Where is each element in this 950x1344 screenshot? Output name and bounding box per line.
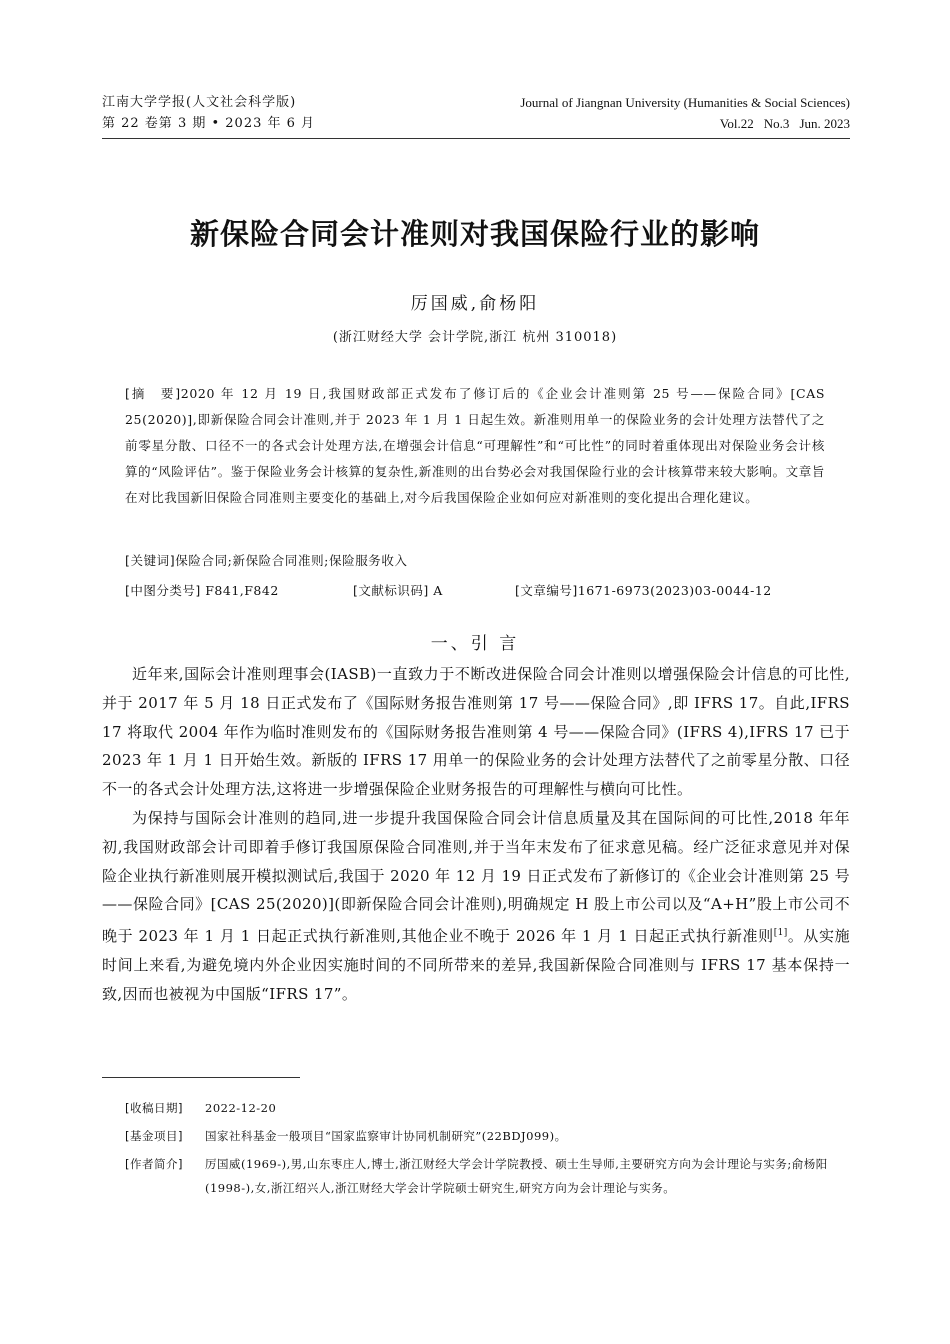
body-text	[102, 660, 850, 1009]
abstract	[125, 381, 825, 511]
issue-info-cn: 第 22 卷第 3 期 • 2023 年 6 月	[102, 116, 316, 131]
issue-date: Jun. 2023	[799, 116, 850, 131]
footnote-fund	[125, 1124, 850, 1148]
received-date: 2022-12-20	[205, 1101, 277, 1115]
footnote-author	[125, 1152, 850, 1200]
volume-info	[520, 113, 850, 134]
keywords-label: [关键词]	[125, 553, 176, 568]
citation-ref[interactable]: [1]	[773, 928, 788, 939]
footnote-rule	[102, 1077, 300, 1078]
running-header-right	[520, 92, 850, 134]
running-header-left	[102, 92, 315, 134]
paragraph-part: 为保持与国际会计准则的趋同,进一步提升我国保险合同会计信息质量及其在国际间的可比性,2018 年年初,我国财政部会计司即着手修订我国原保险合同准则,并于当年末发布了征求意见稿。经广泛征求意见并对保险企业执行新准则展开模拟测试后,我国于 2020 年 12 月 19 日正式发布了新修订的《企业会计准则第 25 号——保险合同》[CAS 25(2020)](即新保险合同会计准则),明确规定 H 股上市公司以及“A+H”股上市公司不晚于 2023 年 1 月 1 日起正式执行新准则,其他企业不晚于 2026 年 1 月 1 日起正式执行新准则	[102, 808, 850, 946]
journal-name-cn: 江南大学学报(人文社会科学版)	[102, 95, 297, 110]
article-number-value: 1671-6973(2023)03-0044-12	[577, 583, 772, 598]
clc-value: F841,F842	[205, 583, 279, 598]
journal-name-en: Journal of Jiangnan University (Humanities & Social Sciences)	[520, 95, 850, 110]
article-number	[515, 581, 772, 599]
section-heading: 一、引 言	[430, 634, 520, 654]
paragraph: 近年来,国际会计准则理事会(IASB)一直致力于不断改进保险合同会计准则以增强保险会计信息的可比性,并于 2017 年 5 月 18 日正式发布了《国际财务报告准则第 17 号——保险合同》,即 IFRS 17。自此,IFRS 17 将取代 2004 年作为临时准则发布的《国际财务报告准则第 4 号——保险合同》(IFRS 4),IFRS 17 已于 2023 年 1 月 1 日开始生效。新版的 IFRS 17 用单一的保险业务的会计处理方法替代了之前零星分散、口径不一的各式会计处理方法,这将进一步增强保险企业财务报告的可理解性与横向可比性。	[102, 665, 850, 799]
footnotes	[125, 1096, 850, 1204]
author-text: 厉国威(1969-),男,山东枣庄人,博士,浙江财经大学会计学院教授、硕士生导师,主要研究方向为会计理论与实务;俞杨阳(1998-),女,浙江绍兴人,浙江财经大学会计学院硕士研究生,研究方向为会计理论与实务。	[205, 1157, 828, 1195]
affiliation: (浙江财经大学 会计学院,浙江 杭州 310018)	[332, 330, 618, 345]
clc-code	[125, 581, 279, 599]
keywords	[125, 551, 408, 569]
doc-value: A	[433, 583, 443, 598]
doc-code	[353, 581, 443, 599]
fund-text: 国家社科基金一般项目“国家监察审计协同机制研究”(22BDJ099)。	[205, 1129, 567, 1143]
volume: Vol.22	[719, 116, 754, 131]
paragraph	[102, 804, 850, 1009]
article-number-label: [文章编号]	[515, 583, 578, 598]
keywords-text: 保险合同;新保险合同准则;保险服务收入	[175, 553, 408, 568]
footnote-received	[125, 1096, 850, 1120]
received-label: [收稿日期]	[125, 1101, 183, 1115]
doc-label: [文献标识码]	[353, 583, 429, 598]
abstract-text: 2020 年 12 月 19 日,我国财政部正式发布了修订后的《企业会计准则第 25 号——保险合同》[CAS 25(2020)],即新保险合同会计准则,并于 2023 年 1 月 1 日起生效。新准则用单一的保险业务的会计处理方法替代了之前零星分散、口径不一的各式会计处理方法,在增强会计信息“可理解性”和“可比性”的同时着重体现出对保险业务会计核算的“风险评估”。鉴于保险业务会计核算的复杂性,新准则的出台势必会对我国保险行业的会计核算带来较大影响。文章旨在对比我国新旧保险合同准则主要变化的基础上,对今后我国保险企业如何应对新准则的变化提出合理化建议。	[125, 386, 825, 505]
paragraph-part: 。从实施时间上来看,为避免境内外企业因实施时间的不同所带来的差异,我国新保险合同准则与 IFRS 17 基本保持一致,因而也被视为中国版“IFRS 17”。	[102, 927, 850, 1003]
number: No.3	[763, 116, 790, 131]
header-rule	[102, 138, 850, 139]
author-label: [作者简介]	[125, 1157, 183, 1171]
authors: 厉国威,俞杨阳	[410, 294, 540, 314]
fund-label: [基金项目]	[125, 1129, 183, 1143]
abstract-label: [摘 要]	[125, 386, 181, 401]
article-title: 新保险合同会计准则对我国保险行业的影响	[189, 217, 760, 251]
clc-label: [中图分类号]	[125, 583, 201, 598]
